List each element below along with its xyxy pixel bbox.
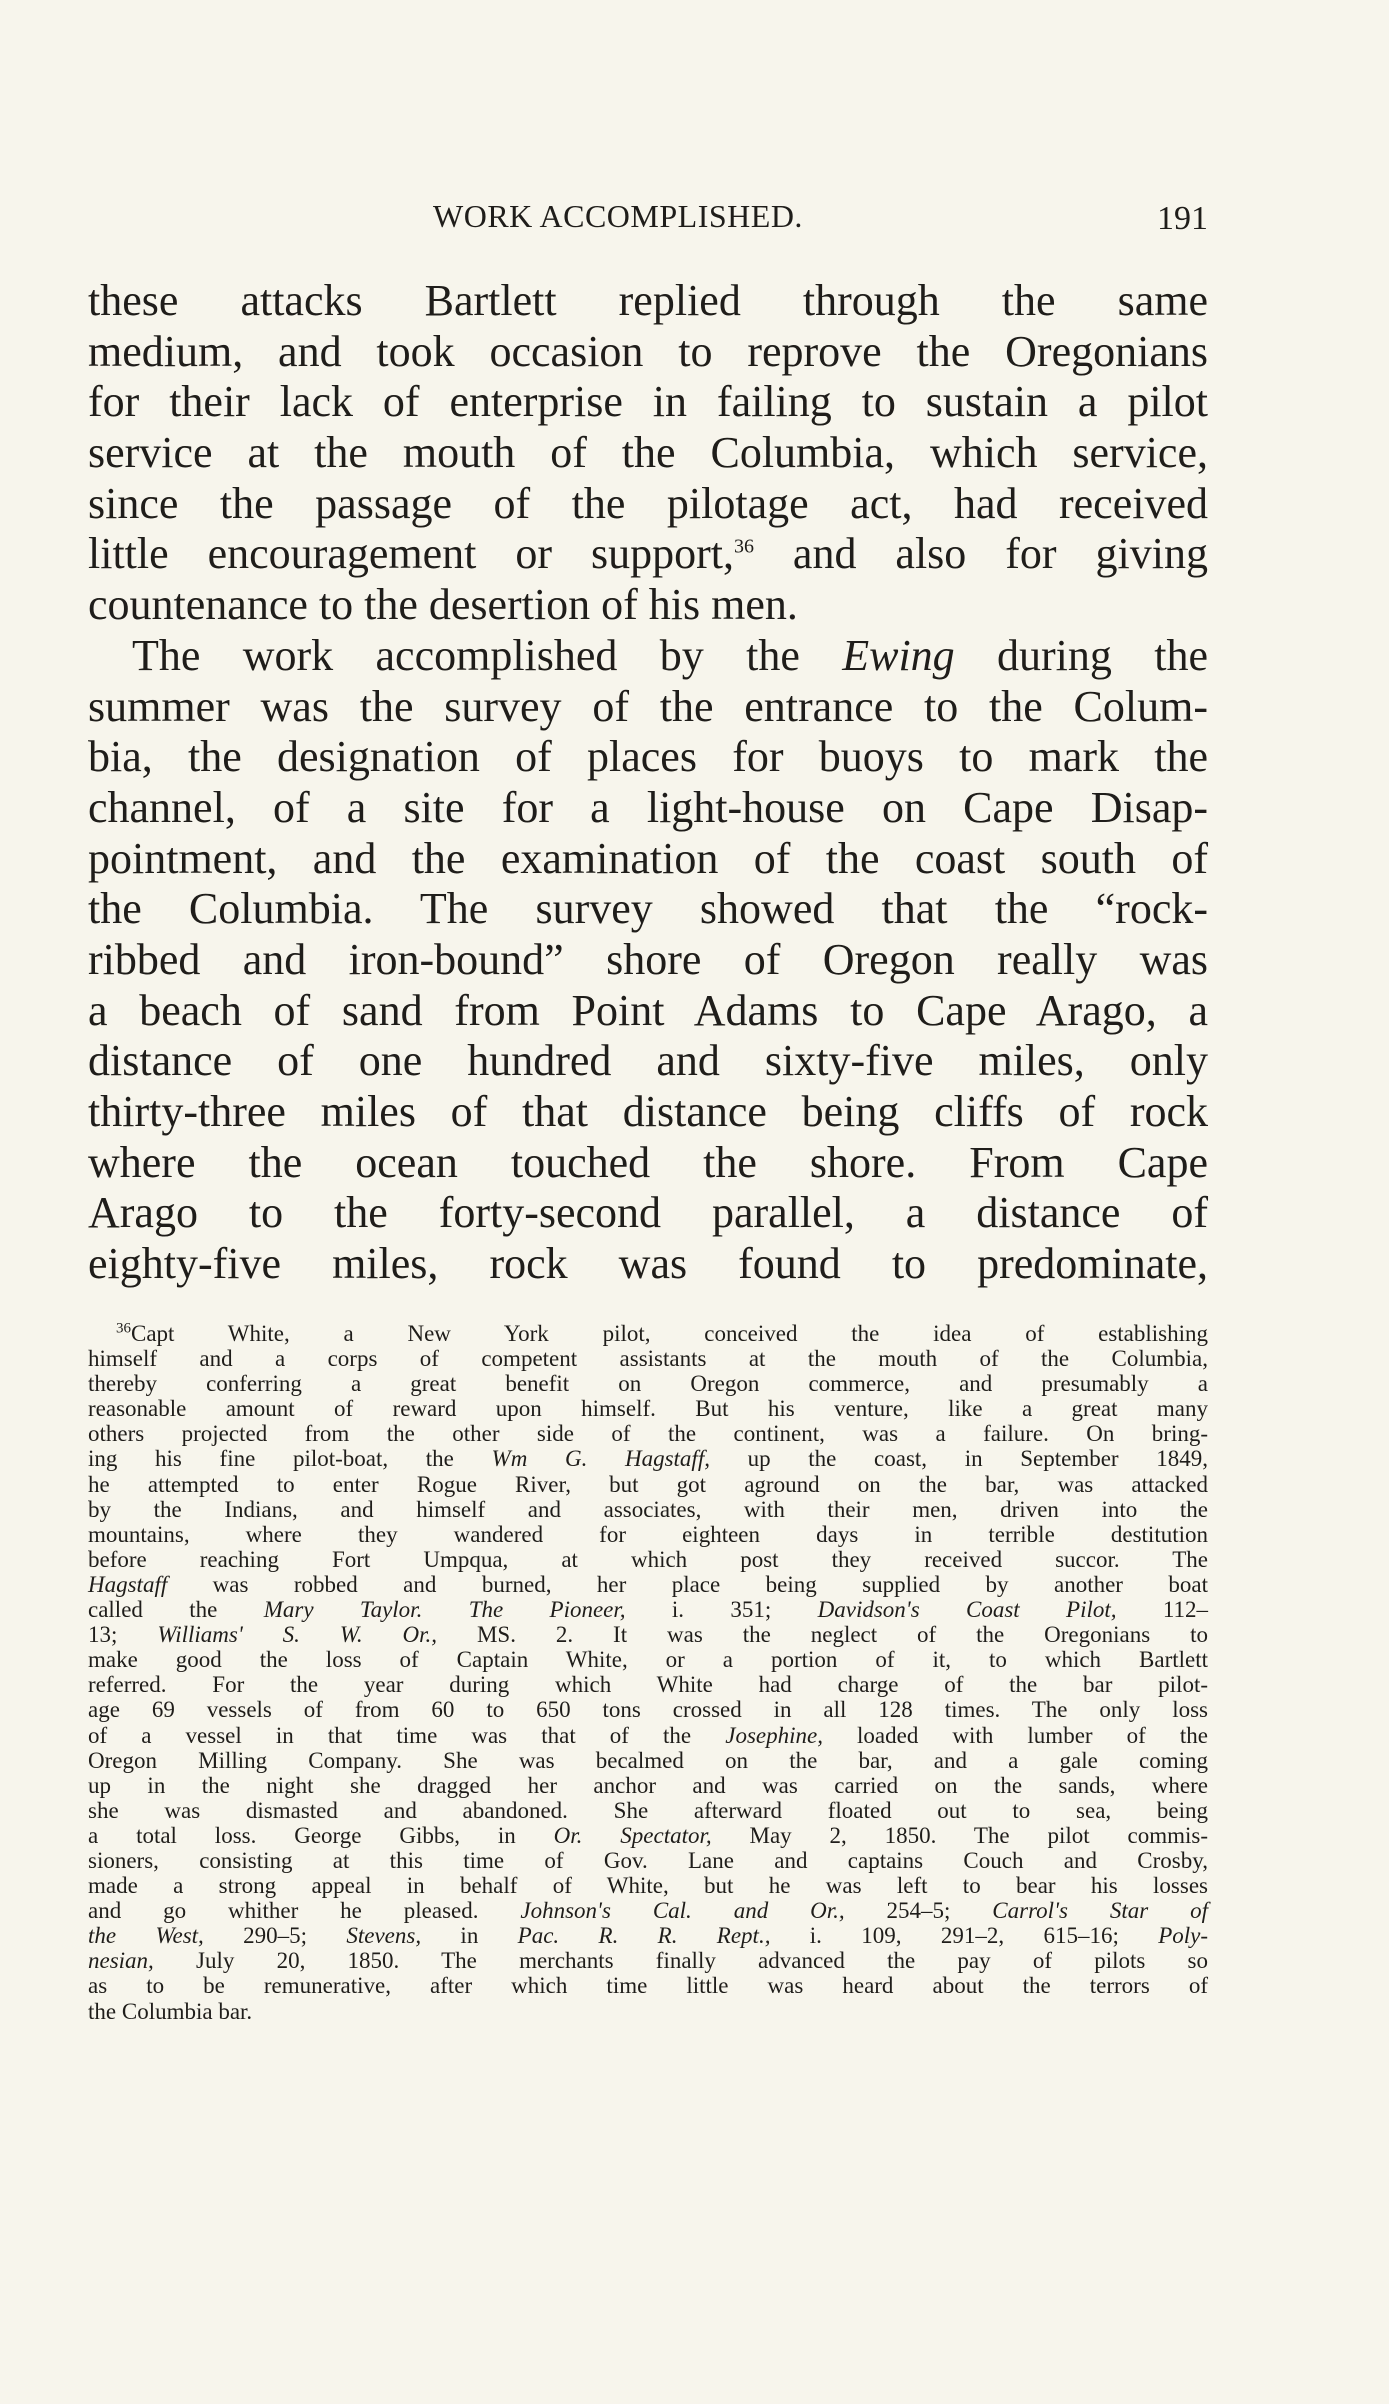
footnote-line: up in the night she dragged her anchor and was carried on the sands, where <box>88 1772 1208 1798</box>
footnote-line <box>88 1948 1208 1973</box>
footnote-italic: the West, <box>88 1923 204 1949</box>
ship-name: Ewing <box>842 630 955 680</box>
page-number: 191 <box>1157 200 1208 237</box>
page-header <box>88 196 1208 246</box>
body-line: where the ocean touched the shore. From Cape <box>88 1137 1208 1187</box>
footnote-line: she was dismasted and abandoned. She afterward floated out to sea, being <box>88 1797 1208 1823</box>
footnote-line: himself and a corps of competent assistants at the mouth of the Columbia, <box>88 1346 1208 1372</box>
footnote-italic: Johnson's Cal. and Or., <box>520 1898 845 1924</box>
footnote-line: as to be remunerative, after which time little was heard about the terrors of <box>88 1973 1208 1999</box>
footnote-line: mountains, where they wandered for eighteen days in terrible destitution <box>88 1521 1208 1547</box>
footnote-text: in <box>421 1923 518 1949</box>
footnote-italic: Hagstaff <box>88 1571 168 1597</box>
footnote-line <box>88 1597 1208 1622</box>
footnote <box>88 1321 1208 2024</box>
body-line: countenance to the desertion of his men. <box>88 580 798 630</box>
footnote-text: Capt White, a New York pilot, conceived the idea of establishing <box>131 1321 1208 1346</box>
footnote-italic: nesian, <box>88 1948 154 1974</box>
footnote-line <box>88 1923 1208 1948</box>
footnote-text: a total loss. George Gibbs, in <box>88 1822 554 1848</box>
body-line: medium, and took occasion to reprove the Oregonians <box>88 326 1208 376</box>
footnote-line <box>88 1572 1208 1597</box>
body-line: for their lack of enterprise in failing to sustain a pilot <box>88 377 1208 427</box>
footnote-text: i. 109, 291–2, 615–16; <box>770 1923 1159 1949</box>
body-line-text: during the <box>954 630 1208 680</box>
footnote-line: thereby conferring a great benefit on Oregon commerce, and presumably a <box>88 1371 1208 1397</box>
body-line: ribbed and iron-bound” shore of Oregon really was <box>88 934 1208 984</box>
body-line <box>88 529 1208 580</box>
footnote-text: up the coast, in September 1849, <box>709 1446 1208 1472</box>
footnote-line <box>88 1823 1208 1848</box>
body-line: eighty-five miles, rock was found to predominate, <box>88 1239 1208 1289</box>
footnote-text: 13; <box>88 1622 158 1648</box>
footnote-line <box>88 1321 1208 1346</box>
footnote-line: age 69 vessels of from 60 to 650 tons crossed in all 128 times. The only loss <box>88 1697 1208 1723</box>
body-line: summer was the survey of the entrance to the Colum- <box>88 681 1208 731</box>
body-line: thirty-three miles of that distance being cliffs of rock <box>88 1087 1208 1136</box>
footnote-italic: Josephine, <box>725 1722 823 1748</box>
footnote-text: called the <box>88 1597 264 1623</box>
footnote-text: July 20, 1850. The merchants finally advanced the pay of pilots so <box>153 1948 1208 1974</box>
body-line <box>88 631 1208 682</box>
footnote-text: MS. 2. It was the neglect of the Oregonians to <box>437 1622 1208 1648</box>
body-line: since the passage of the pilotage act, had received <box>88 478 1208 528</box>
footnote-line: reasonable amount of reward upon himself. But his venture, like a great many <box>88 1396 1208 1422</box>
footnote-italic: Poly- <box>1158 1923 1209 1949</box>
footnote-line <box>88 1622 1208 1647</box>
footnote-line <box>88 1446 1208 1471</box>
footnote-text: was robbed and burned, her place being supplied by another boat <box>167 1571 1208 1597</box>
footnote-text: 254–5; <box>844 1898 993 1924</box>
footnote-text: May 2, 1850. The pilot commis- <box>711 1822 1208 1848</box>
footnote-text: of a vessel in that time was that of the <box>88 1722 726 1748</box>
footnote-line: by the Indians, and himself and associates, with their men, driven into the <box>88 1496 1208 1522</box>
footnote-line: he attempted to enter Rogue River, but got aground on the bar, was attacked <box>88 1471 1208 1497</box>
body-line-text: and also for giving <box>753 529 1208 579</box>
footnote-text: ing his fine pilot-boat, the <box>88 1446 492 1472</box>
footnote-line: others projected from the other side of the continent, was a failure. On bring- <box>88 1421 1208 1447</box>
body-line: bia, the designation of places for buoys to mark the <box>88 732 1208 782</box>
body-line: the Columbia. The survey showed that the “rock- <box>88 884 1208 934</box>
footnote-text: and go whither he pleased. <box>88 1898 521 1924</box>
footnote-italic: Wm G. Hagstaff, <box>491 1446 710 1472</box>
footnote-italic: Williams' S. W. Or., <box>157 1622 438 1648</box>
body-line: distance of one hundred and sixty-five miles, only <box>88 1036 1208 1086</box>
footnote-line: before reaching Fort Umpqua, at which post they received succor. The <box>88 1546 1208 1572</box>
footnote-reference[interactable]: 36 <box>733 535 754 558</box>
body-line: service at the mouth of the Columbia, which service, <box>88 428 1208 478</box>
body-line: channel, of a site for a light-house on Cape Disap- <box>88 782 1208 832</box>
footnote-italic: Davidson's Coast Pilot, <box>817 1597 1117 1623</box>
footnote-line: made a strong appeal in behalf of White, but he was left to bear his losses <box>88 1873 1208 1899</box>
footnote-line: Oregon Milling Company. She was becalmed on the bar, and a gale coming <box>88 1747 1208 1773</box>
footnote-italic: Or. Spectator, <box>553 1822 712 1848</box>
footnote-line: make good the loss of Captain White, or a portion of it, to which Bartlett <box>88 1647 1208 1673</box>
footnote-italic: Carrol's Star of <box>992 1898 1208 1924</box>
body-line-text: The work accomplished by the <box>132 630 800 680</box>
body-line: a beach of sand from Point Adams to Cape Arago, a <box>88 985 1208 1035</box>
footnote-italic: Stevens, <box>346 1923 422 1949</box>
footnote-text: i. 351; <box>625 1597 818 1623</box>
body-line-text: little encouragement or support, <box>88 529 734 579</box>
footnote-line: sioners, consisting at this time of Gov. Lane and captains Couch and Crosby, <box>88 1847 1208 1873</box>
footnote-italic: Pac. R. R. Rept., <box>517 1923 771 1949</box>
footnote-text: 290–5; <box>203 1923 347 1949</box>
body-line: these attacks Bartlett replied through the same <box>88 276 1208 325</box>
body-text <box>88 276 1208 1290</box>
footnote-italic: Mary Taylor. <box>263 1597 423 1623</box>
footnote-mark: 36 <box>116 1320 131 1337</box>
body-line: pointment, and the examination of the coast south of <box>88 833 1208 883</box>
footnote-line <box>88 1898 1208 1923</box>
footnote-line: referred. For the year during which White had charge of the bar pilot- <box>88 1672 1208 1698</box>
body-line: Arago to the forty-second parallel, a distance of <box>88 1188 1208 1238</box>
footnote-text: loaded with lumber of the <box>822 1722 1208 1748</box>
footnote-italic: The Pioneer, <box>468 1597 626 1623</box>
running-head: WORK ACCOMPLISHED. <box>433 198 803 234</box>
footnote-line <box>88 1723 1208 1748</box>
footnote-text: 112– <box>1116 1597 1209 1623</box>
footnote-text <box>422 1597 468 1622</box>
footnote-line: the Columbia bar. <box>88 1998 253 2024</box>
